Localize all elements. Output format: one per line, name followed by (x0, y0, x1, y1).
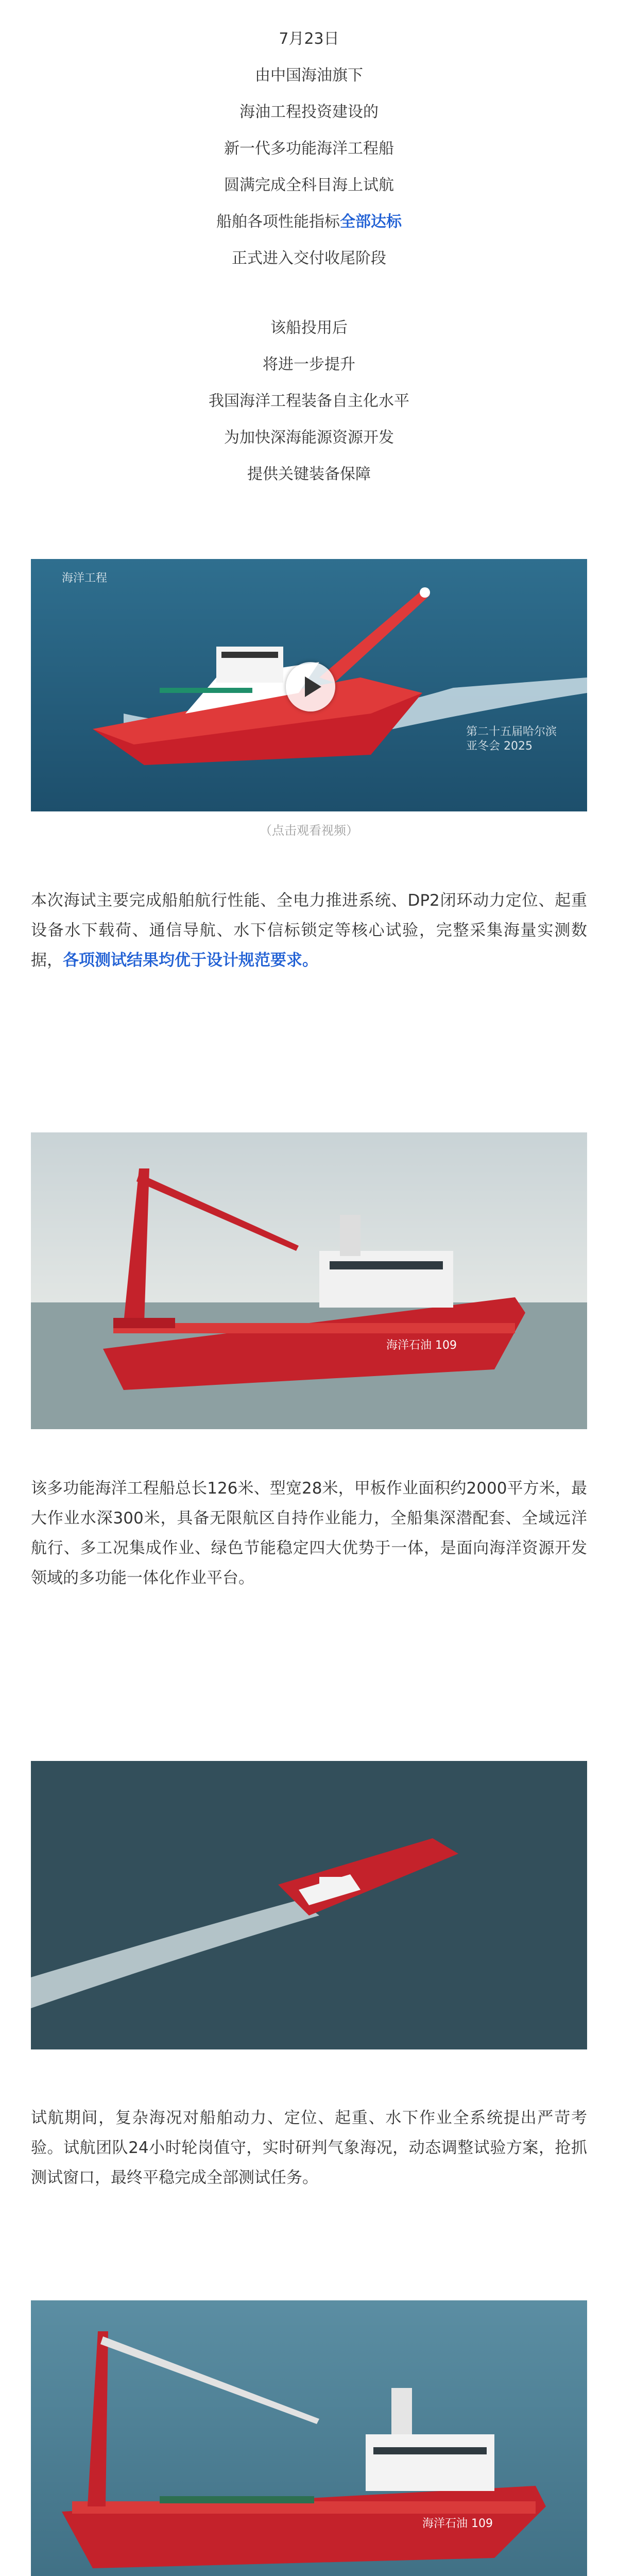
intro2-line-3: 我国海洋工程装备自主化水平 (209, 392, 409, 410)
ship-photo-2 (31, 1761, 587, 2049)
paragraph-1-text: 本次海试主要完成船舶航行性能、全电力推进系统、DP2闭环动力定位、起重设备水下载荷、通信导航、水下信标锁定等核心试验，完整采集海量实测数据， (31, 891, 587, 970)
intro-line-5 (0, 212, 618, 232)
ship-photo-1 (31, 1132, 587, 1429)
intro-line-1: 由中国海油旗下 (255, 66, 363, 84)
video-logo: 海洋工程 (62, 572, 108, 585)
video-watermark (466, 725, 557, 754)
paragraph-2: 该多功能海洋工程船总长126米、型宽28米，甲板作业面积约2000平方米，最大作业水深300米，具备无限航区自持作业能力，全船集深潜配套、全域远洋航行、多工况集成作业、绿色节能稳定四大优势于一体，是面向海洋资源开发领域的多功能一体化作业平台。 (31, 1479, 587, 1587)
intro-line-4: 圆满完成全科目海上试航 (224, 176, 394, 194)
intro-line-3: 新一代多功能海洋工程船 (224, 140, 394, 158)
intro-line-2: 海油工程投资建设的 (239, 103, 379, 121)
ship-photo-3 (31, 2300, 587, 2576)
ship-hull-name-2: 海洋石油 109 (422, 2517, 493, 2530)
highlight-text: 全部达标 (340, 213, 402, 231)
video-caption: （点击观看视频） (260, 823, 358, 838)
intro2-line-5: 提供关键装备保障 (247, 465, 371, 483)
intro2-line-4: 为加快深海能源资源开发 (224, 429, 394, 447)
paragraph-1 (31, 886, 587, 975)
paragraph-1-highlight: 各项测试结果均优于设计规范要求。 (63, 951, 318, 970)
intro-line-6: 正式进入交付收尾阶段 (232, 249, 386, 267)
paragraph-3: 试航期间，复杂海况对船舶动力、定位、起重、水下作业全系统提出严苛考验。试航团队24小时轮岗值守，实时研判气象海况，动态调整试验方案，抢抓测试窗口，最终平稳完成全部测试任务。 (31, 2109, 587, 2187)
ship-hull-name: 海洋石油 109 (386, 1339, 457, 1352)
intro2-line-1: 该船投用后 (270, 319, 348, 337)
intro-line-5-text: 船舶各项性能指标 (216, 213, 340, 231)
watermark-line-1: 第二十五届哈尔滨 (466, 725, 557, 738)
article-date: 7月23日 (279, 30, 339, 48)
play-icon[interactable] (286, 662, 335, 711)
intro2-line-2: 将进一步提升 (263, 355, 355, 374)
watermark-line-2: 亚冬会 2025 (466, 740, 533, 753)
